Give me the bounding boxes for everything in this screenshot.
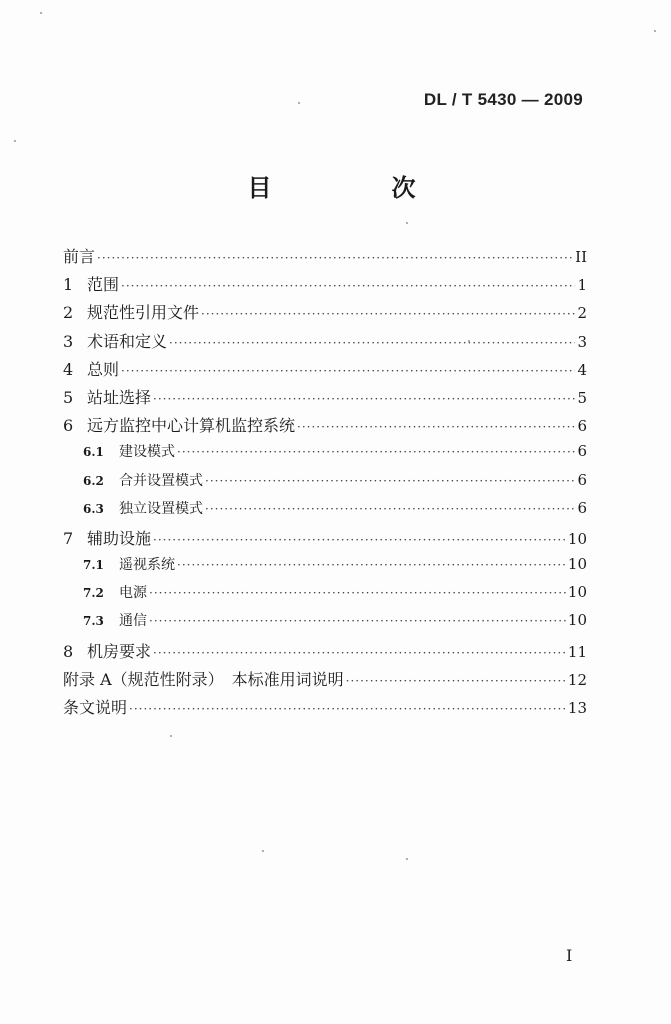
toc-entry-number: 8: [63, 641, 74, 661]
scan-speck: [262, 850, 264, 852]
toc-entry: [63, 470, 587, 498]
toc-entry-label: 范围: [87, 275, 120, 295]
toc-entry-number: 6: [63, 416, 74, 436]
toc-leader-dots: [149, 586, 566, 600]
toc-entry-label: 合并设置模式: [119, 472, 203, 489]
toc-entry-label: 辅助设施: [87, 528, 152, 548]
toc-entry: [63, 441, 587, 469]
table-of-contents: [63, 244, 587, 723]
toc-entry-number: 5: [63, 387, 74, 407]
toc-entry-page: 6: [577, 442, 587, 461]
toc-entry-number: 7.2: [83, 586, 104, 601]
toc-entry: [63, 244, 587, 272]
toc-entry-label: 电源: [119, 585, 147, 602]
toc-entry-label: 独立设置模式: [119, 500, 203, 517]
toc-entry-label: 前言: [63, 247, 96, 266]
toc-entry: [63, 385, 587, 413]
toc-entry-label: 条文说明: [63, 698, 128, 717]
toc-entry: [63, 413, 587, 441]
toc-leader-dots: [177, 558, 566, 572]
toc-entry-number: 6.1: [83, 445, 104, 460]
toc-entry-number: 1: [63, 275, 74, 295]
toc-entry: [63, 610, 587, 638]
toc-entry-label: 建设模式: [119, 444, 175, 461]
toc-leader-dots: [205, 474, 575, 488]
toc-entry-label: 术语和定义: [87, 331, 168, 351]
toc-title: 目 次: [247, 173, 464, 202]
toc-entry-number: 6.3: [83, 501, 104, 516]
toc-entry-page: II: [575, 248, 587, 266]
scan-speck: [298, 102, 300, 104]
scan-speck: [406, 858, 408, 860]
toc-leader-dots: [153, 533, 566, 547]
toc-leader-dots: [121, 364, 575, 378]
toc-entry-label: 远方监控中心计算机监控系统: [87, 416, 296, 436]
toc-entry-label: 附录 A（规范性附录） 本标准用词说明: [63, 669, 344, 689]
toc-leader-dots: [297, 420, 575, 434]
toc-leader-dots: [121, 279, 575, 293]
scan-speck: [170, 735, 172, 737]
toc-entry-label: 通信: [119, 613, 147, 630]
toc-leader-dots: [129, 702, 566, 716]
toc-leader-dots: [205, 502, 575, 516]
page-number: I: [566, 946, 573, 965]
toc-entry-page: 1: [577, 276, 587, 295]
toc-entry-page: 6: [577, 498, 587, 517]
scan-speck: [40, 12, 42, 14]
toc-entry-page: 10: [567, 555, 587, 574]
toc-leader-dots: [149, 614, 566, 628]
toc-entry-page: 2: [577, 304, 587, 323]
toc-entry-label: 站址选择: [87, 387, 152, 407]
toc-leader-dots: [169, 336, 575, 350]
toc-entry-page: 10: [567, 529, 587, 548]
toc-entry-number: 4: [63, 359, 74, 379]
toc-entry-number: 7.3: [83, 614, 104, 629]
toc-entry-page: 10: [567, 583, 587, 602]
toc-leader-dots: [97, 251, 573, 265]
toc-entry: [63, 357, 587, 385]
toc-entry-page: 4: [577, 360, 587, 379]
toc-entry: [63, 695, 587, 723]
toc-leader-dots: [153, 392, 575, 406]
toc-entry: [63, 498, 587, 526]
toc-leader-dots: [153, 646, 566, 660]
toc-entry-page: 6: [577, 470, 587, 489]
toc-entry: [63, 667, 587, 695]
toc-leader-dots: [201, 307, 575, 321]
toc-entry-number: 6.2: [83, 473, 104, 488]
toc-entry-number: 7: [63, 528, 74, 548]
toc-entry-number: 7.1: [83, 558, 104, 573]
toc-leader-dots: [177, 445, 575, 459]
toc-entry: [63, 526, 587, 554]
toc-entry-page: 5: [577, 388, 587, 407]
toc-entry-page: 10: [567, 611, 587, 630]
toc-entry-page: 13: [567, 699, 587, 717]
toc-entry-page: 6: [577, 417, 587, 436]
toc-entry: [63, 300, 587, 328]
toc-entry: [63, 329, 587, 357]
toc-entry-number: 2: [63, 303, 74, 323]
toc-entry-page: 11: [567, 642, 587, 661]
toc-entry: [63, 582, 587, 610]
toc-entry-label: 机房要求: [87, 641, 152, 661]
toc-entry-label: 总则: [87, 359, 120, 379]
scan-speck: [406, 222, 408, 224]
toc-entry-number: 3: [63, 331, 74, 351]
scan-speck: [14, 140, 16, 142]
toc-entry: [63, 554, 587, 582]
toc-entry-label: 规范性引用文件: [87, 303, 200, 323]
toc-entry: [63, 272, 587, 300]
scan-speck: [654, 30, 656, 32]
toc-entry-page: 12: [567, 670, 587, 689]
scan-speck: [468, 340, 470, 342]
toc-entry-page: 3: [577, 332, 587, 351]
toc-leader-dots: [346, 674, 566, 688]
document-code: DL / T 5430 — 2009: [423, 90, 583, 109]
toc-entry: [63, 639, 587, 667]
toc-entry-label: 遥视系统: [119, 557, 175, 574]
